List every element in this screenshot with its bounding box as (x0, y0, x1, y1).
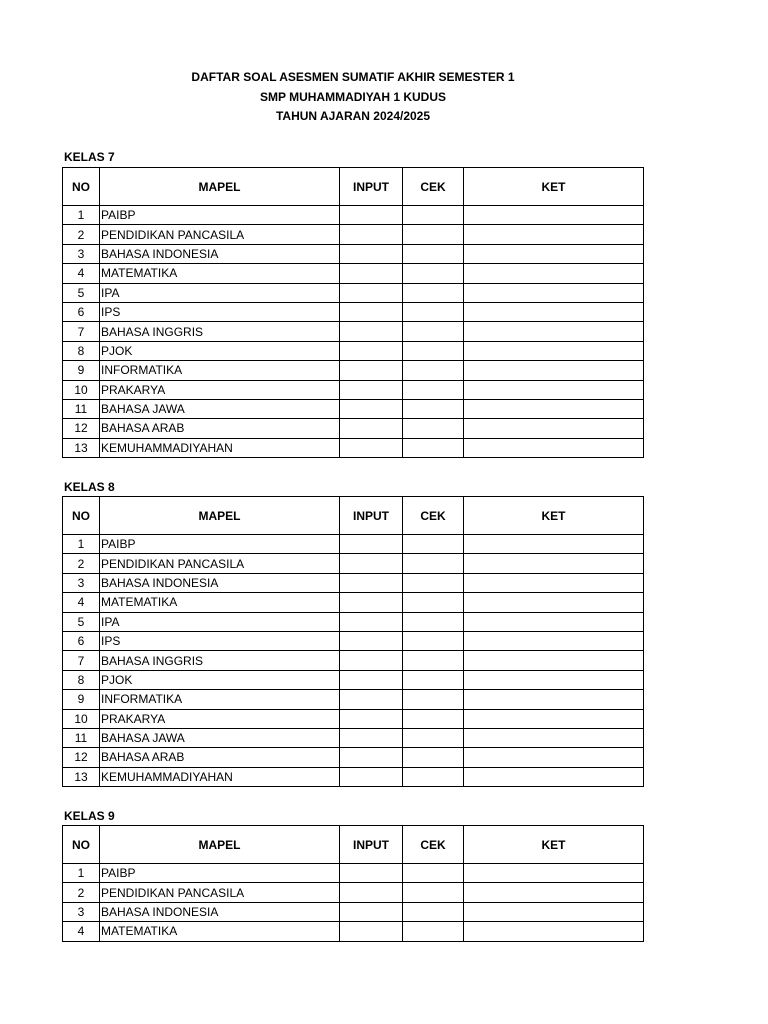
column-header-input: INPUT (340, 826, 403, 864)
subject-name: PAIBP (100, 864, 340, 883)
table-row (63, 631, 644, 650)
subject-name: BAHASA JAWA (100, 728, 340, 747)
row-number: 11 (63, 728, 100, 747)
row-number: 9 (63, 690, 100, 709)
subject-name: BAHASA INGGRIS (100, 322, 340, 341)
column-header-cek: CEK (403, 826, 464, 864)
ket-cell (464, 283, 644, 302)
title-line-3: TAHUN AJARAN 2024/2025 (275, 109, 431, 123)
ket-cell (464, 883, 644, 902)
ket-cell (464, 322, 644, 341)
subject-name: MATEMATIKA (100, 264, 340, 283)
input-cell (340, 535, 403, 554)
table-row (63, 612, 644, 631)
row-number: 9 (63, 361, 100, 380)
cek-cell (403, 864, 464, 883)
subject-name: PENDIDIKAN PANCASILA (100, 225, 340, 244)
ket-cell (464, 690, 644, 709)
table-row (63, 690, 644, 709)
subject-name: BAHASA ARAB (100, 748, 340, 767)
subject-name: BAHASA INDONESIA (100, 902, 340, 921)
cek-cell (403, 902, 464, 921)
ket-cell (464, 244, 644, 263)
input-cell (340, 361, 403, 380)
cek-cell (403, 631, 464, 650)
row-number: 8 (63, 670, 100, 689)
input-cell (340, 902, 403, 921)
column-header-input: INPUT (340, 497, 403, 535)
row-number: 1 (63, 206, 100, 225)
row-number: 13 (63, 438, 100, 457)
row-number: 4 (63, 593, 100, 612)
cek-cell (403, 225, 464, 244)
ket-cell (464, 670, 644, 689)
input-cell (340, 631, 403, 650)
cek-cell (403, 612, 464, 631)
input-cell (340, 341, 403, 360)
cek-cell (403, 322, 464, 341)
column-header-mapel: MAPEL (100, 826, 340, 864)
cek-cell (403, 728, 464, 747)
cek-cell (403, 554, 464, 573)
cek-cell (403, 709, 464, 728)
subject-name: IPS (100, 302, 340, 321)
subject-table (62, 167, 644, 458)
section-label: KELAS 7 (64, 150, 115, 164)
input-cell (340, 612, 403, 631)
input-cell (340, 651, 403, 670)
row-number: 3 (63, 244, 100, 263)
ket-cell (464, 748, 644, 767)
ket-cell (464, 264, 644, 283)
input-cell (340, 264, 403, 283)
input-cell (340, 206, 403, 225)
cek-cell (403, 748, 464, 767)
cek-cell (403, 883, 464, 902)
row-number: 5 (63, 283, 100, 302)
table-row (63, 535, 644, 554)
input-cell (340, 670, 403, 689)
subject-name: KEMUHAMMADIYAHAN (100, 767, 340, 786)
subject-table (62, 825, 644, 942)
cek-cell (403, 419, 464, 438)
cek-cell (403, 651, 464, 670)
subject-name: INFORMATIKA (100, 361, 340, 380)
table-row (63, 380, 644, 399)
table-row (63, 593, 644, 612)
cek-cell (403, 341, 464, 360)
ket-cell (464, 593, 644, 612)
table-row (63, 670, 644, 689)
row-number: 5 (63, 612, 100, 631)
input-cell (340, 709, 403, 728)
cek-cell (403, 670, 464, 689)
input-cell (340, 554, 403, 573)
input-cell (340, 399, 403, 418)
cek-cell (403, 922, 464, 941)
subject-name: PRAKARYA (100, 380, 340, 399)
table-row (63, 748, 644, 767)
table-row (63, 322, 644, 341)
table-row (63, 399, 644, 418)
cek-cell (403, 380, 464, 399)
input-cell (340, 573, 403, 592)
column-header-no: NO (63, 168, 100, 206)
subject-name: IPS (100, 631, 340, 650)
subject-name: INFORMATIKA (100, 690, 340, 709)
row-number: 1 (63, 864, 100, 883)
row-number: 2 (63, 554, 100, 573)
section-label: KELAS 9 (64, 809, 115, 823)
table-header-row (63, 168, 644, 206)
ket-cell (464, 709, 644, 728)
cek-cell (403, 690, 464, 709)
table-row (63, 767, 644, 786)
ket-cell (464, 206, 644, 225)
input-cell (340, 767, 403, 786)
subject-name: MATEMATIKA (100, 593, 340, 612)
row-number: 6 (63, 302, 100, 321)
table-row (63, 206, 644, 225)
input-cell (340, 593, 403, 612)
subject-name: PAIBP (100, 535, 340, 554)
row-number: 1 (63, 535, 100, 554)
row-number: 7 (63, 322, 100, 341)
column-header-no: NO (63, 826, 100, 864)
table-row (63, 438, 644, 457)
column-header-mapel: MAPEL (100, 497, 340, 535)
table-row (63, 341, 644, 360)
cek-cell (403, 283, 464, 302)
cek-cell (403, 399, 464, 418)
table-row (63, 264, 644, 283)
table-header-row (63, 826, 644, 864)
input-cell (340, 922, 403, 941)
subject-name: IPA (100, 612, 340, 631)
row-number: 2 (63, 883, 100, 902)
input-cell (340, 690, 403, 709)
input-cell (340, 302, 403, 321)
table-row (63, 283, 644, 302)
subject-name: PENDIDIKAN PANCASILA (100, 554, 340, 573)
row-number: 8 (63, 341, 100, 360)
row-number: 6 (63, 631, 100, 650)
column-header-ket: KET (464, 497, 644, 535)
subject-name: PENDIDIKAN PANCASILA (100, 883, 340, 902)
ket-cell (464, 419, 644, 438)
ket-cell (464, 438, 644, 457)
ket-cell (464, 612, 644, 631)
table-row (63, 361, 644, 380)
table-row (63, 554, 644, 573)
row-number: 10 (63, 380, 100, 399)
ket-cell (464, 767, 644, 786)
ket-cell (464, 341, 644, 360)
table-row (63, 225, 644, 244)
row-number: 4 (63, 922, 100, 941)
cek-cell (403, 206, 464, 225)
page-title (0, 68, 706, 127)
input-cell (340, 883, 403, 902)
table-row (63, 709, 644, 728)
row-number: 4 (63, 264, 100, 283)
cek-cell (403, 244, 464, 263)
subject-name: BAHASA JAWA (100, 399, 340, 418)
ket-cell (464, 554, 644, 573)
ket-cell (464, 631, 644, 650)
ket-cell (464, 902, 644, 921)
input-cell (340, 244, 403, 263)
input-cell (340, 728, 403, 747)
column-header-input: INPUT (340, 168, 403, 206)
subject-name: BAHASA ARAB (100, 419, 340, 438)
row-number: 2 (63, 225, 100, 244)
table-row (63, 902, 644, 921)
cek-cell (403, 573, 464, 592)
table-header-row (63, 497, 644, 535)
ket-cell (464, 922, 644, 941)
table-row (63, 573, 644, 592)
input-cell (340, 864, 403, 883)
input-cell (340, 419, 403, 438)
subject-name: MATEMATIKA (100, 922, 340, 941)
cek-cell (403, 264, 464, 283)
subject-name: BAHASA INGGRIS (100, 651, 340, 670)
cek-cell (403, 767, 464, 786)
input-cell (340, 438, 403, 457)
row-number: 12 (63, 419, 100, 438)
column-header-cek: CEK (403, 168, 464, 206)
subject-name: PRAKARYA (100, 709, 340, 728)
row-number: 11 (63, 399, 100, 418)
ket-cell (464, 361, 644, 380)
column-header-mapel: MAPEL (100, 168, 340, 206)
cek-cell (403, 361, 464, 380)
input-cell (340, 225, 403, 244)
ket-cell (464, 302, 644, 321)
cek-cell (403, 535, 464, 554)
title-line-1: DAFTAR SOAL ASESMEN SUMATIF AKHIR SEMESTER 1 (191, 70, 515, 84)
row-number: 10 (63, 709, 100, 728)
row-number: 3 (63, 573, 100, 592)
column-header-ket: KET (464, 168, 644, 206)
ket-cell (464, 728, 644, 747)
table-row (63, 419, 644, 438)
subject-name: PJOK (100, 341, 340, 360)
table-row (63, 864, 644, 883)
subject-name: PJOK (100, 670, 340, 689)
column-header-no: NO (63, 497, 100, 535)
input-cell (340, 283, 403, 302)
table-row (63, 651, 644, 670)
table-row (63, 728, 644, 747)
input-cell (340, 748, 403, 767)
table-row (63, 244, 644, 263)
ket-cell (464, 380, 644, 399)
table-row (63, 302, 644, 321)
cek-cell (403, 593, 464, 612)
subject-name: KEMUHAMMADIYAHAN (100, 438, 340, 457)
subject-table (62, 496, 644, 787)
row-number: 7 (63, 651, 100, 670)
cek-cell (403, 438, 464, 457)
input-cell (340, 322, 403, 341)
column-header-cek: CEK (403, 497, 464, 535)
row-number: 12 (63, 748, 100, 767)
input-cell (340, 380, 403, 399)
section-label: KELAS 8 (64, 480, 115, 494)
ket-cell (464, 651, 644, 670)
column-header-ket: KET (464, 826, 644, 864)
ket-cell (464, 535, 644, 554)
subject-name: PAIBP (100, 206, 340, 225)
ket-cell (464, 573, 644, 592)
cek-cell (403, 302, 464, 321)
ket-cell (464, 864, 644, 883)
table-row (63, 922, 644, 941)
subject-name: IPA (100, 283, 340, 302)
ket-cell (464, 225, 644, 244)
subject-name: BAHASA INDONESIA (100, 244, 340, 263)
ket-cell (464, 399, 644, 418)
table-row (63, 883, 644, 902)
title-line-2: SMP MUHAMMADIYAH 1 KUDUS (259, 89, 447, 104)
row-number: 13 (63, 767, 100, 786)
subject-name: BAHASA INDONESIA (100, 573, 340, 592)
row-number: 3 (63, 902, 100, 921)
